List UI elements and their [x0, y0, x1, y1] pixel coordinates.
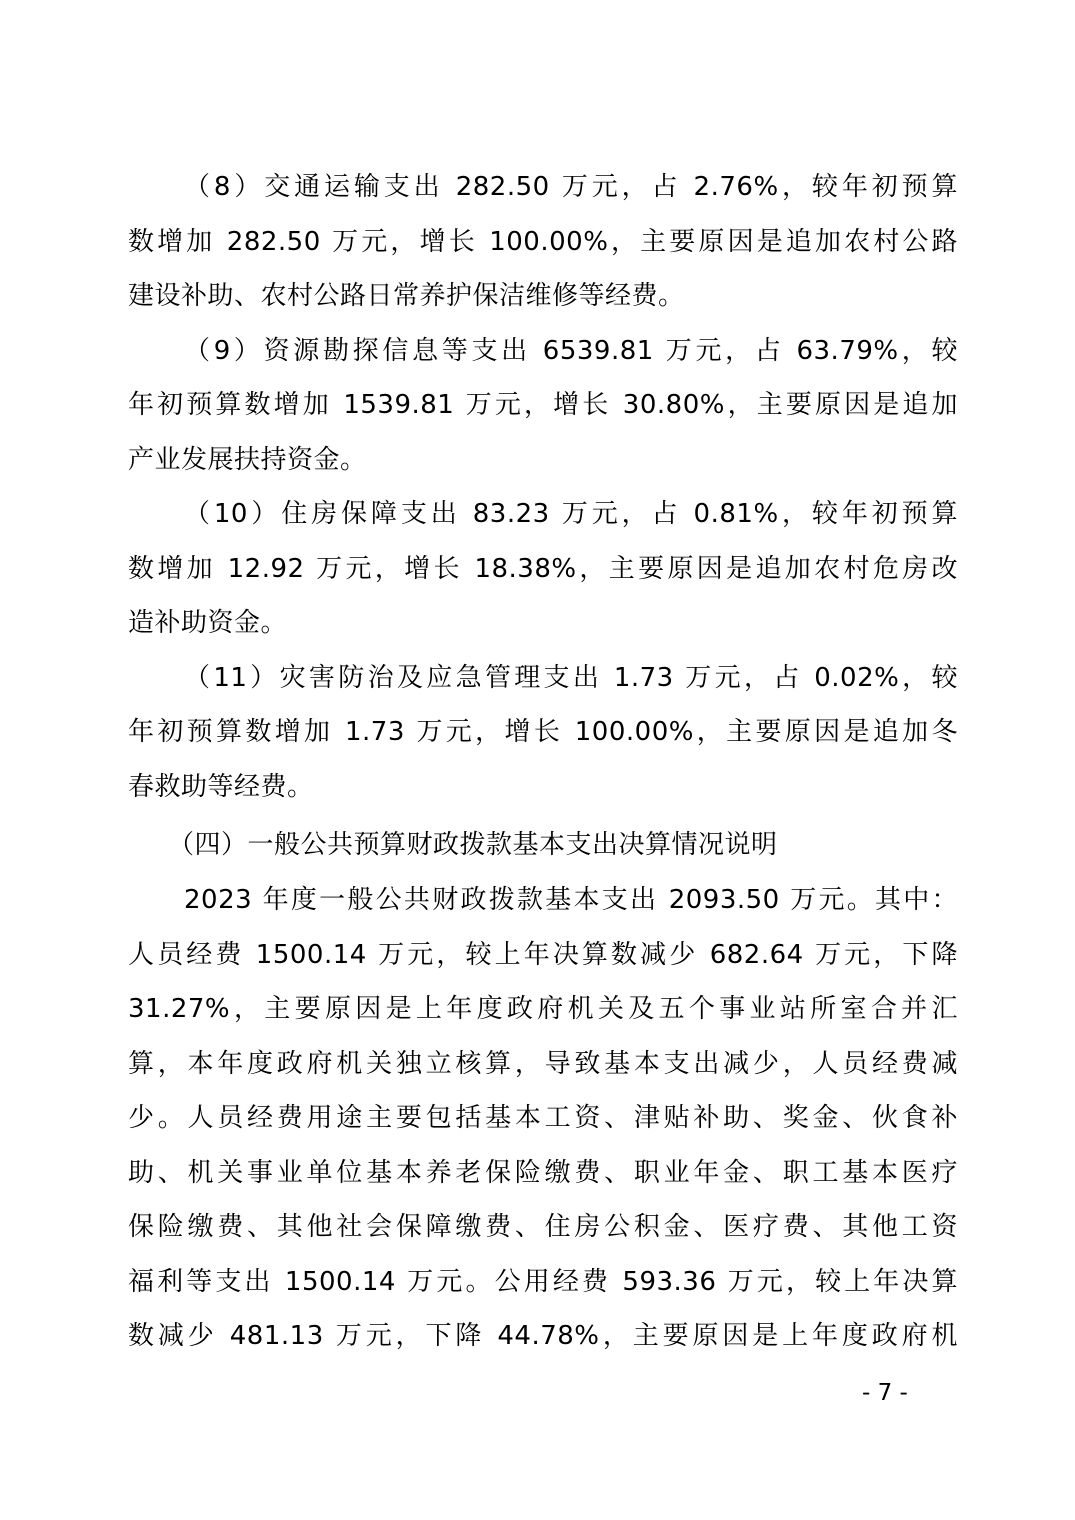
section-heading-text: （四）一般公共预算财政拨款基本支出决算情况说明: [168, 830, 778, 860]
paragraph-disaster-prevention-expenditure: [128, 651, 958, 815]
paragraph-resource-exploration-expenditure: [128, 324, 958, 488]
text-line: 少。人员经费用途主要包括基本工资、津贴补助、奖金、伙食补: [128, 1103, 958, 1133]
paragraph-transport-expenditure: [128, 160, 958, 324]
text-line: 造补助资金。: [128, 608, 288, 638]
paragraph-housing-security-expenditure: [128, 487, 958, 651]
text-line: （9）资源勘探信息等支出 6539.81 万元，占 63.79%，较: [184, 335, 958, 366]
text-line: 产业发展扶持资金。: [128, 444, 367, 475]
text-line: 数增加 12.92 万元，增长 18.38%，主要原因是追加农村危房改: [128, 553, 958, 584]
text-line: （8）交通运输支出 282.50 万元，占 2.76%，较年初预算: [184, 172, 958, 202]
text-line: （10）住房保障支出 83.23 万元，占 0.81%，较年初预算: [184, 499, 958, 529]
text-line: （11）灾害防治及应急管理支出 1.73 万元，占 0.02%，较: [184, 662, 958, 693]
text-line: 保险缴费、其他社会保障缴费、住房公积金、医疗费、其他工资: [128, 1212, 958, 1242]
section-heading: [128, 818, 958, 873]
text-line: 建设补助、农村公路日常养护保洁维修等经费。: [128, 281, 685, 311]
text-line: 助、机关事业单位基本养老保险缴费、职业年金、职工基本医疗: [128, 1157, 958, 1188]
text-line: 年初预算数增加 1.73 万元，增长 100.00%，主要原因是追加冬: [128, 717, 958, 747]
text-line: 福利等支出 1500.14 万元。公用经费 593.36 万元，较上年决算: [128, 1266, 958, 1297]
text-line: 算，本年度政府机关独立核算，导致基本支出减少，人员经费减: [128, 1048, 958, 1079]
text-line: 年初预算数增加 1539.81 万元，增长 30.80%，主要原因是追加: [128, 390, 958, 420]
text-line: 31.27%，主要原因是上年度政府机关及五个事业站所室合并汇: [128, 994, 958, 1024]
text-line: 数减少 481.13 万元，下降 44.78%，主要原因是上年度政府机: [128, 1321, 958, 1351]
text-line: 春救助等经费。: [128, 771, 314, 802]
paragraph-basic-expenditure: [128, 873, 958, 1364]
text-line: 人员经费 1500.14 万元，较上年决算数减少 682.64 万元，下降: [128, 939, 958, 970]
text-line: 2023 年度一般公共财政拨款基本支出 2093.50 万元。其中：: [184, 885, 958, 915]
text-line: 数增加 282.50 万元，增长 100.00%，主要原因是追加农村公路: [128, 226, 958, 257]
page-number: - 7 -: [862, 1380, 908, 1406]
